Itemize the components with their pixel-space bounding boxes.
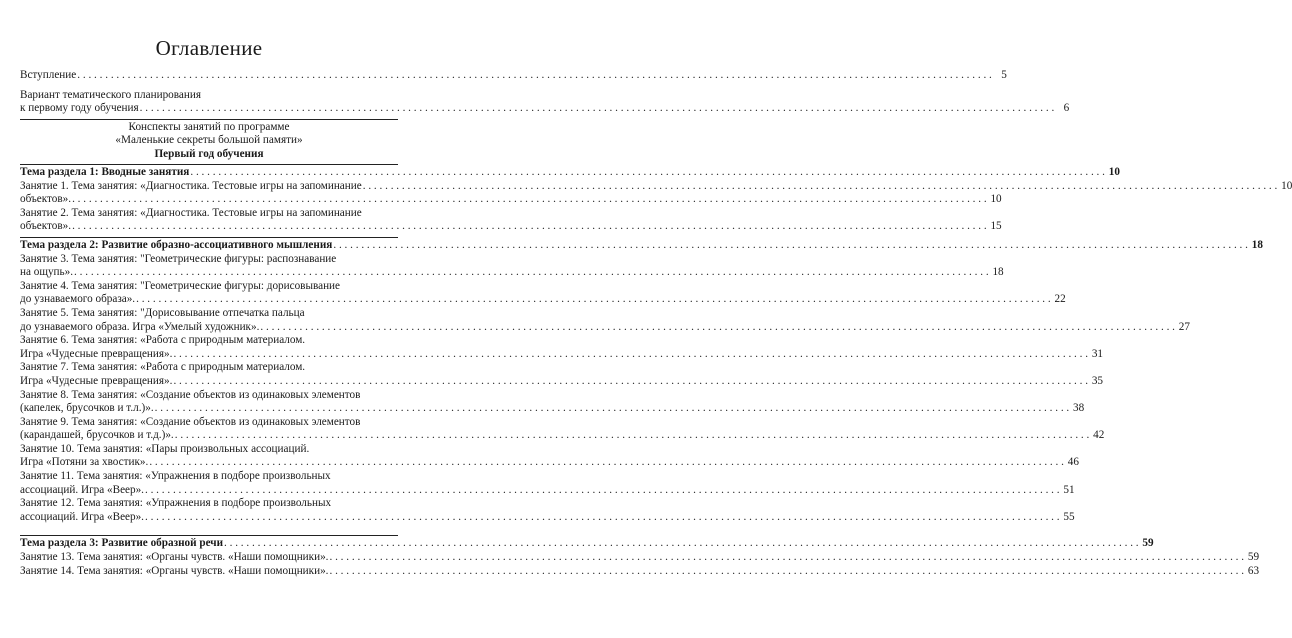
leader-dots [72, 220, 987, 234]
section-heading[interactable] [20, 238, 1263, 253]
toc-entry-lesson[interactable] [20, 415, 1105, 443]
program-header [20, 121, 398, 161]
entry-text: Занятие 14. Тема занятия: «Органы чувств. «Наши помощники». [20, 564, 329, 577]
entry-text-line1: Занятие 10. Тема занятия: «Пары произвольных ассоциаций. [20, 442, 310, 455]
leader-dots [72, 193, 987, 207]
page-number: 18 [992, 266, 1004, 279]
page-number: 18 [1251, 238, 1263, 251]
leader-dots [140, 102, 1055, 116]
page-number: 51 [1063, 483, 1075, 496]
page-number: 27 [1178, 320, 1190, 333]
page-number: 38 [1073, 402, 1085, 415]
leader-dots [145, 511, 1060, 525]
entry-text-line2: до узнаваемого образа». [20, 293, 136, 306]
toc-entry-lesson[interactable] [20, 252, 1004, 280]
page-number: 35 [1091, 374, 1104, 387]
toc-entry-lesson[interactable] [20, 470, 1075, 497]
entry-text-line2: на ощупь». [20, 266, 74, 279]
entry-text-line2: объектов». [20, 220, 72, 233]
leader-dots [175, 429, 1090, 443]
leader-dots [149, 456, 1064, 470]
section-heading-text: Тема раздела 2: Развитие образно-ассоциативного мышления [20, 238, 333, 251]
entry-text-line1: Занятие 11. Тема занятия: «Упражнения в подборе произвольных [20, 470, 331, 483]
toc-entry-lesson[interactable] [20, 442, 1079, 470]
entry-text-line1: Занятие 5. Тема занятия: "Дорисовывание отпечатка пальца [20, 306, 305, 319]
leader-dots [136, 293, 1051, 307]
leader-dots [333, 239, 1248, 253]
page-number: 10 [1281, 179, 1292, 192]
entry-text-line2: (капелек, брусочков и т.л.)». [20, 402, 154, 415]
leader-dots [173, 375, 1088, 389]
entry-text-line2: (карандашей, брусочков и т.д.)». [20, 429, 174, 442]
toc-entry-lesson[interactable] [20, 279, 1066, 307]
leader-dots [77, 69, 992, 83]
entry-text-line2: к первому году обучения [20, 102, 139, 115]
entry-text-line2: объектов». [20, 193, 72, 206]
entry-text-line1: Занятие 12. Тема занятия: «Упражнения в подборе произвольных [20, 497, 332, 510]
page-title: Оглавление [155, 36, 263, 60]
toc-entry-intro[interactable] [20, 69, 1007, 83]
section-heading[interactable] [20, 166, 1120, 180]
entry-text-line1: Занятие 9. Тема занятия: «Создание объектов из одинаковых элементов [20, 415, 361, 428]
leader-dots [329, 551, 1244, 565]
program-header-line3: Первый год обучения [154, 147, 264, 160]
divider [20, 237, 398, 238]
leader-dots [224, 537, 1139, 551]
leader-dots [145, 484, 1060, 498]
page-number: 46 [1067, 456, 1079, 469]
entry-text-line1: Занятие 2. Тема занятия: «Диагностика. Тестовые игры на запоминание [20, 206, 362, 219]
leader-dots [363, 180, 1278, 194]
entry-text: Вступление [20, 69, 77, 81]
leader-dots [173, 348, 1088, 362]
toc-entry-lesson[interactable] [20, 497, 1075, 524]
page-number: 10 [1108, 166, 1120, 178]
page-number: 63 [1247, 564, 1260, 577]
entry-text-line1: Занятие 8. Тема занятия: «Создание объектов из одинаковых элементов [20, 388, 361, 401]
page-number: 42 [1093, 429, 1105, 442]
leader-dots [329, 565, 1244, 579]
toc-entry-lesson[interactable] [20, 388, 1085, 416]
table-of-contents [20, 69, 1292, 578]
divider [20, 119, 398, 120]
divider [20, 164, 398, 165]
toc-entry-lesson[interactable] [20, 551, 1260, 565]
program-header-line1: Конспекты занятий по программе [128, 120, 290, 133]
page-number: 22 [1054, 293, 1066, 306]
entry-text-line1: Занятие 4. Тема занятия: "Геометрические фигуры: дорисовывание [20, 279, 341, 292]
program-header-line2: «Маленькие секреты большой памяти» [115, 134, 303, 147]
section-2 [20, 238, 1263, 524]
toc-entry-lesson[interactable] [20, 179, 1292, 207]
toc-entry-variant[interactable] [20, 88, 1070, 116]
section-heading-text: Тема раздела 1: Вводные занятия [20, 166, 190, 178]
section-heading[interactable] [20, 537, 1154, 551]
page-number: 59 [1142, 537, 1154, 550]
entry-text-line1: Занятие 7. Тема занятия: «Работа с природным материалом. [20, 361, 306, 374]
page-number: 59 [1247, 551, 1260, 564]
toc-entry-lesson[interactable] [20, 361, 1104, 388]
divider [20, 535, 398, 536]
entry-text-line2: ассоциаций. Игра «Веер». [20, 483, 144, 496]
page-number: 6 [1063, 102, 1070, 115]
entry-text-line1: Вариант тематического планирования [20, 88, 201, 101]
entry-text: Занятие 13. Тема занятия: «Органы чувств. «Наши помощники». [20, 551, 329, 564]
entry-text-line1: Занятие 6. Тема занятия: «Работа с природным материалом. [20, 334, 306, 347]
entry-text-line2: Игра «Чудесные превращения». [20, 347, 173, 360]
leader-dots [155, 402, 1070, 416]
toc-entry-lesson[interactable] [20, 206, 1002, 234]
page-number: 10 [990, 193, 1002, 206]
entry-text-line1: Занятие 3. Тема занятия: "Геометрические фигуры: распознавание [20, 252, 337, 265]
entry-text-line2: до узнаваемого образа. Игра «Умелый художник». [20, 320, 260, 333]
entry-text-line2: Игра «Чудесные превращения». [20, 374, 173, 387]
section-heading-text: Тема раздела 3: Развитие образной речи [20, 537, 224, 550]
entry-text-line2: ассоциаций. Игра «Веер». [20, 510, 144, 523]
section-1 [20, 166, 1292, 234]
page-number: 15 [990, 220, 1002, 233]
toc-entry-lesson[interactable] [20, 564, 1260, 579]
page-number: 5 [1001, 69, 1007, 81]
page-number: 31 [1091, 347, 1104, 360]
page-number: 55 [1063, 510, 1075, 523]
leader-dots [260, 321, 1175, 335]
leader-dots [74, 266, 989, 280]
leader-dots [190, 166, 1105, 180]
toc-entry-lesson[interactable] [20, 334, 1104, 361]
section-3 [20, 537, 1260, 578]
entry-text-line2: Игра «Потяни за хвостик». [20, 456, 149, 469]
entry-text-line1: Занятие 1. Тема занятия: «Диагностика. Тестовые игры на запоминание [20, 179, 362, 192]
toc-entry-lesson[interactable] [20, 306, 1190, 334]
